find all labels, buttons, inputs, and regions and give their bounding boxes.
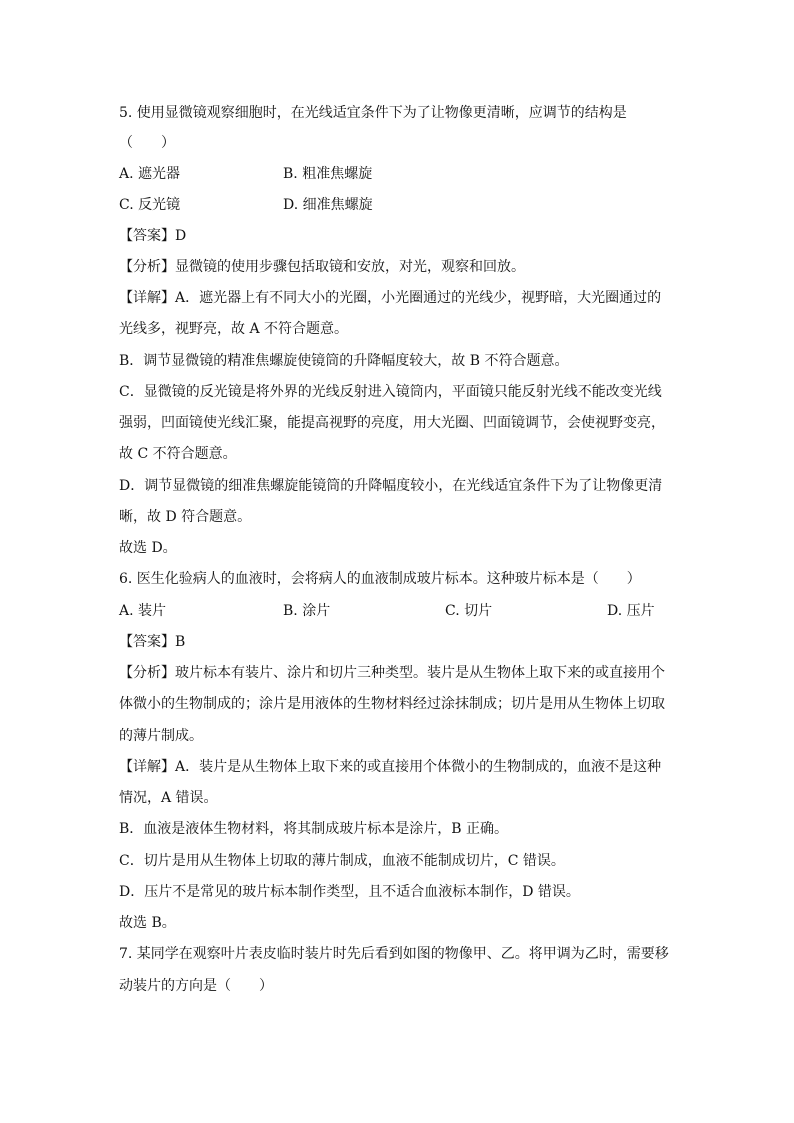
q6-option-c: C. 切片: [445, 603, 493, 619]
q5-detail-c-line2: 强弱，凹面镜使光线汇聚，能提高视野的亮度，用大光圈、凹面镜调节，会使视野变亮，: [119, 415, 665, 431]
q5-detail-d-line2: 晰，故 D 符合题意。: [119, 509, 252, 525]
q7-stem-line1: 7. 某同学在观察叶片表皮临时装片时先后看到如图的物像甲、乙。将甲调为乙时，需要移: [119, 946, 669, 962]
q6-option-d: D. 压片: [607, 603, 655, 619]
q5-conclusion: 故选 D。: [119, 540, 177, 556]
q5-answer: 【答案】D: [119, 228, 187, 244]
q5-option-c: C. 反光镜: [119, 197, 181, 213]
q6-analysis-line2: 体微小的生物制成的；涂片是用液体的生物材料经过涂抹制成；切片是用从生物体上切取: [119, 696, 665, 712]
q6-option-a: A. 装片: [119, 603, 167, 619]
q6-analysis-line1: 【分析】玻片标本有装片、涂片和切片三种类型。装片是从生物体上取下来的或直接用个: [119, 665, 665, 681]
q5-detail-d-line1: D．调节显微镜的细准焦螺旋能镜筒的升降幅度较小，在光线适宜条件下为了让物像更清: [119, 478, 663, 494]
q6-conclusion: 故选 B。: [119, 915, 176, 931]
q5-options-row1: [119, 165, 679, 183]
q6-options-row: [119, 602, 679, 620]
q6-detail-c: C．切片是用从生物体上切取的薄片制成，血液不能制成切片，C 错误。: [119, 853, 565, 869]
q5-detail-c-line3: 故 C 不符合题意。: [119, 446, 237, 462]
q5-detail-a-line2: 光线多，视野亮，故 A 不符合题意。: [119, 321, 349, 337]
q6-detail-d: D．压片不是常见的玻片标本制作类型，且不适合血液标本制作，D 错误。: [119, 884, 580, 900]
q6-detail-b: B．血液是液体生物材料，将其制成玻片标本是涂片，B 正确。: [119, 821, 509, 837]
q5-detail-a-line1: 【详解】A．遮光器上有不同大小的光圈，小光圈通过的光线少，视野暗，大光圈通过的: [119, 290, 662, 306]
q5-option-a: A. 遮光器: [119, 166, 181, 182]
q5-stem-line1: 5. 使用显微镜观察细胞时，在光线适宜条件下为了让物像更清晰，应调节的结构是: [119, 105, 627, 121]
q5-stem-line2: （ ）: [119, 135, 175, 151]
q5-analysis: 【分析】显微镜的使用步骤包括取镜和安放，对光，观察和回放。: [119, 259, 525, 275]
q5-detail-c-line1: C．显微镜的反光镜是将外界的光线反射进入镜筒内，平面镜只能反射光线不能改变光线: [119, 384, 662, 400]
q7-stem-line2: 动装片的方向是（ ）: [119, 978, 273, 994]
q6-detail-a-line1: 【详解】A．装片是从生物体上取下来的或直接用个体微小的生物制成的，血液不是这种: [119, 759, 662, 775]
q6-option-b: B. 涂片: [283, 603, 331, 619]
q5-option-b: B. 粗准焦螺旋: [283, 166, 373, 182]
q6-stem: 6. 医生化验病人的血液时，会将病人的血液制成玻片标本。这种玻片标本是（ ）: [119, 571, 641, 587]
q5-detail-b: B．调节显微镜的精准焦螺旋使镜筒的升降幅度较大，故 B 不符合题意。: [119, 353, 569, 369]
q5-options-row2: [119, 196, 679, 214]
q6-detail-a-line2: 情况，A 错误。: [119, 790, 218, 806]
q5-option-d: D. 细准焦螺旋: [283, 197, 373, 213]
q6-analysis-line3: 的薄片制成。: [119, 728, 203, 744]
q6-answer: 【答案】B: [119, 634, 186, 650]
